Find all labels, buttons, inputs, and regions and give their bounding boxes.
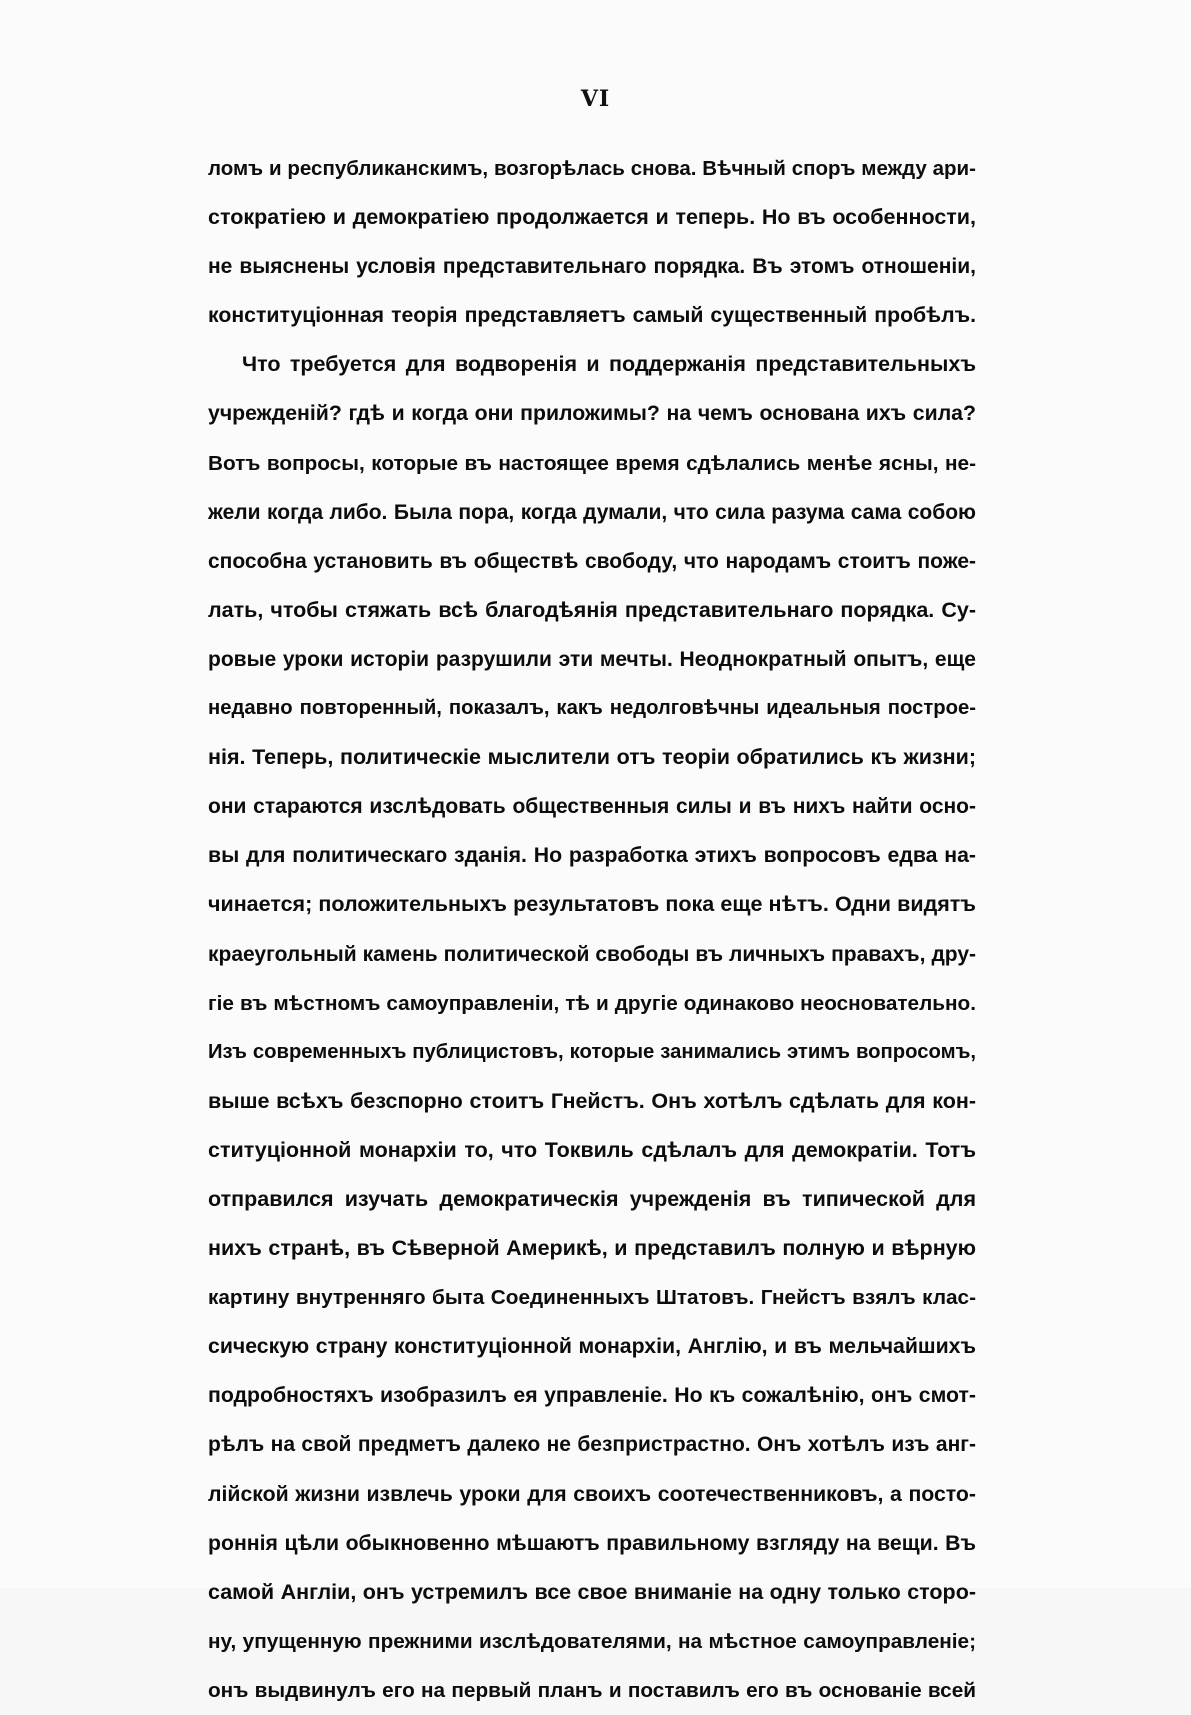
text-line: самой Англіи, онъ устремилъ все свое вниманіе на одну только сторо- — [208, 1579, 976, 1604]
text-line: конституціонная теорія представляетъ самый существенный пробѣлъ. — [208, 303, 976, 328]
text-line: ну, упущенную прежними изслѣдователями, на мѣстное самоуправленіе; — [208, 1629, 976, 1653]
text-line: недавно повторенный, показалъ, какъ недолговѣчны идеальныя построе- — [208, 697, 976, 720]
text-line: вы для политическаго зданія. Но разработка этихъ вопросовъ едва на- — [208, 843, 976, 868]
text-line: лать, чтобы стяжать всѣ благодѣянія представительнаго порядка. Су- — [208, 597, 976, 622]
text-line: они стараются изслѣдовать общественныя силы и въ нихъ найти осно- — [208, 795, 976, 819]
text-line: не выяснены условія представительнаго порядка. Въ этомъ отношеніи, — [208, 255, 976, 279]
text-line: подробностяхъ изобразилъ ея управленіе. Но къ сожалѣнію, онъ смот- — [208, 1383, 976, 1408]
body-text — [208, 144, 976, 1715]
text-line: онъ выдвинулъ его на первый планъ и поставилъ его въ основаніе всей — [208, 1678, 976, 1702]
text-line: лійской жизни извлечь уроки для своихъ соотечественниковъ, а посто- — [208, 1481, 976, 1506]
text-line: выше всѣхъ безспорно стоитъ Гнейстъ. Онъ хотѣлъ сдѣлать для кон- — [208, 1088, 976, 1113]
text-line: сическую страну конституціонной монархіи, Англію, и въ мельчайшихъ — [208, 1334, 976, 1359]
text-line: Что требуется для водворенія и поддержанія представительныхъ — [242, 352, 976, 377]
text-line: ломъ и республиканскимъ, возгорѣлась снова. Вѣчный споръ между ари- — [208, 157, 976, 180]
text-line: нихъ странѣ, въ Сѣверной Америкѣ, и представилъ полную и вѣрную — [208, 1236, 976, 1261]
text-line: чинается; положительныхъ результатовъ пока еще нѣтъ. Одни видятъ — [208, 892, 976, 917]
text-line: картину внутренняго быта Соединенныхъ Штатовъ. Гнейстъ взялъ клас- — [208, 1286, 976, 1310]
text-line: учрежденій? гдѣ и когда они приложимы? на чемъ основана ихъ сила? — [208, 401, 976, 426]
text-line: жели когда либо. Была пора, когда думали, что сила разума сама собою — [208, 500, 976, 524]
text-line: отправился изучать демократическія учрежденія въ типической для — [208, 1186, 976, 1211]
text-line: нія. Теперь, политическіе мыслители отъ теоріи обратились къ жизни; — [208, 745, 976, 770]
text-line: роннія цѣли обыкновенно мѣшаютъ правильному взгляду на вещи. Въ — [208, 1530, 976, 1555]
text-line: способна установить въ обществѣ свободу, что народамъ стоитъ поже- — [208, 549, 976, 573]
text-line: краеугольный камень политической свободы въ личныхъ правахъ, дру- — [208, 942, 976, 966]
text-line: стократіею и демократіею продолжается и теперь. Но въ особенности, — [208, 205, 976, 230]
text-line: рѣлъ на свой предметъ далеко не безпристрастно. Онъ хотѣлъ изъ анг- — [208, 1433, 976, 1457]
text-line: гіе въ мѣстномъ самоуправленіи, тѣ и другіе одинаково неосновательно. — [208, 991, 976, 1015]
page-number: VI — [580, 86, 611, 112]
text-line: Вотъ вопросы, которые въ настоящее время сдѣлались менѣе ясны, не- — [208, 451, 976, 475]
text-line: Изъ современныхъ публицистовъ, которые занимались этимъ вопросомъ, — [208, 1040, 976, 1063]
text-line: ровые уроки исторіи разрушили эти мечты. Неоднократный опытъ, еще — [208, 647, 976, 671]
text-line: ституціонной монархіи то, что Токвиль сдѣлалъ для демократіи. Тотъ — [208, 1137, 976, 1162]
